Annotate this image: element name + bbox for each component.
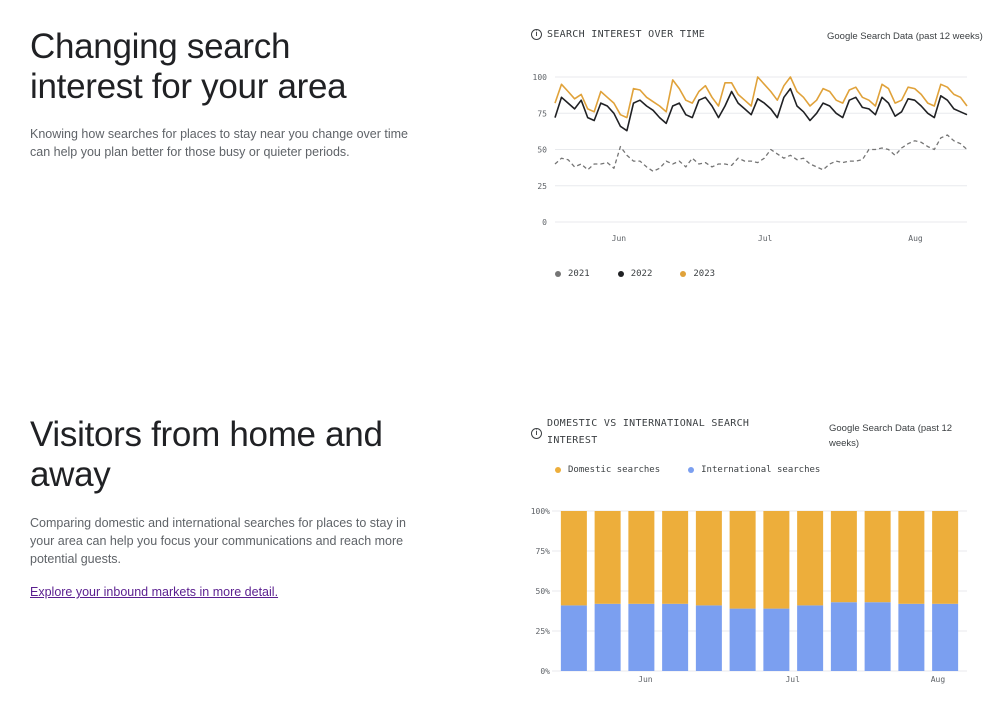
chart2-legend <box>555 465 820 475</box>
bar-international <box>932 604 958 671</box>
legend-dot-2023 <box>680 271 686 277</box>
chart2-source <box>829 421 952 451</box>
bar-international <box>865 602 891 671</box>
chart1-legend <box>555 269 715 279</box>
explore-inbound-markets-link[interactable]: Explore your inbound markets in more detail. <box>30 585 279 599</box>
legend-item-2021[interactable] <box>555 269 590 279</box>
bar-international <box>763 609 789 671</box>
y-tick-label: 75% <box>535 547 550 556</box>
series-line-2023 <box>555 77 967 118</box>
chart2-title <box>547 415 749 449</box>
bar-international <box>662 604 688 671</box>
y-tick-label: 25% <box>535 627 550 636</box>
y-tick-label: 100 <box>532 73 547 82</box>
bar-domestic <box>628 511 654 604</box>
y-tick-label: 100% <box>530 507 550 516</box>
section2-heading-line2: away <box>30 455 111 494</box>
bar-domestic <box>696 511 722 605</box>
legend-item-2022[interactable] <box>618 269 653 279</box>
section1-paragraph-line2: can help you plan better for those busy or quieter periods. <box>30 145 350 159</box>
bar-international <box>561 605 587 671</box>
bar-international <box>696 605 722 671</box>
chart2-title-line2: INTEREST <box>547 435 598 446</box>
bar-domestic <box>662 511 688 604</box>
bar-domestic <box>730 511 756 609</box>
bar-domestic <box>797 511 823 605</box>
chart2-title-line1: DOMESTIC VS INTERNATIONAL SEARCH <box>547 418 750 429</box>
section2-paragraph <box>30 514 410 568</box>
legend-label-2022: 2022 <box>630 269 653 279</box>
section1-paragraph <box>30 125 410 161</box>
section2-paragraph-line2: your area can help you focus your communications and reach more <box>30 534 404 548</box>
legend-dot-international <box>688 467 694 473</box>
legend-label-2023: 2023 <box>693 269 716 279</box>
legend-item-international[interactable] <box>688 465 820 475</box>
info-icon[interactable]: i <box>531 428 542 439</box>
stacked-bar-chart <box>520 500 980 690</box>
chart2-source-line1: Google Search Data (past 12 <box>829 423 953 434</box>
bar-international <box>730 609 756 671</box>
section2-paragraph-line1: Comparing domestic and international searches for places to stay in <box>30 516 406 530</box>
legend-dot-2021 <box>555 271 561 277</box>
bar-international <box>595 604 621 671</box>
y-tick-label: 50% <box>535 587 550 596</box>
x-tick-label: Jul <box>757 234 773 243</box>
y-tick-label: 0 <box>542 218 547 227</box>
x-tick-label: Jun <box>611 234 627 243</box>
section2-heading-line1: Visitors from home and <box>30 415 383 454</box>
x-tick-label: Aug <box>908 234 923 243</box>
x-tick-label: Aug <box>930 675 946 684</box>
y-tick-label: 75 <box>537 109 547 119</box>
section1-heading-line2: interest for your area <box>30 67 347 106</box>
legend-item-domestic[interactable] <box>555 465 660 475</box>
bar-domestic <box>595 511 621 604</box>
x-tick-label: Jun <box>638 675 653 684</box>
bar-international <box>797 605 823 671</box>
y-tick-label: 0% <box>540 667 550 676</box>
chart1-source: Google Search Data (past 12 weeks) <box>827 31 983 42</box>
legend-item-2023[interactable] <box>680 269 715 279</box>
chart2-source-line2: weeks) <box>829 438 860 449</box>
bar-domestic <box>561 511 587 605</box>
legend-label-domestic: Domestic searches <box>568 465 661 475</box>
bar-domestic <box>763 511 789 609</box>
legend-dot-2022 <box>618 271 624 277</box>
bar-domestic <box>831 511 857 602</box>
bar-international <box>898 604 924 671</box>
legend-dot-domestic <box>555 467 561 473</box>
line-chart <box>520 65 980 255</box>
series-line-2021 <box>555 135 967 171</box>
bar-domestic <box>932 511 958 604</box>
legend-label-2021: 2021 <box>568 269 590 279</box>
info-icon[interactable]: i <box>531 29 542 40</box>
bar-international <box>831 602 857 671</box>
section2-paragraph-line3: potential guests. <box>30 552 122 566</box>
x-tick-label: Jul <box>785 675 800 684</box>
section1-paragraph-line1: Knowing how searches for places to stay near you change over time <box>30 127 408 141</box>
chart1-title: SEARCH INTEREST OVER TIME <box>547 29 706 40</box>
y-tick-label: 50 <box>537 145 547 155</box>
bar-domestic <box>865 511 891 602</box>
legend-label-international: International searches <box>701 465 821 475</box>
y-tick-label: 25 <box>537 181 547 191</box>
section1-heading <box>30 27 346 107</box>
bar-international <box>628 604 654 671</box>
section1-heading-line1: Changing search <box>30 27 291 66</box>
section2-heading <box>30 415 383 495</box>
bar-domestic <box>898 511 924 604</box>
